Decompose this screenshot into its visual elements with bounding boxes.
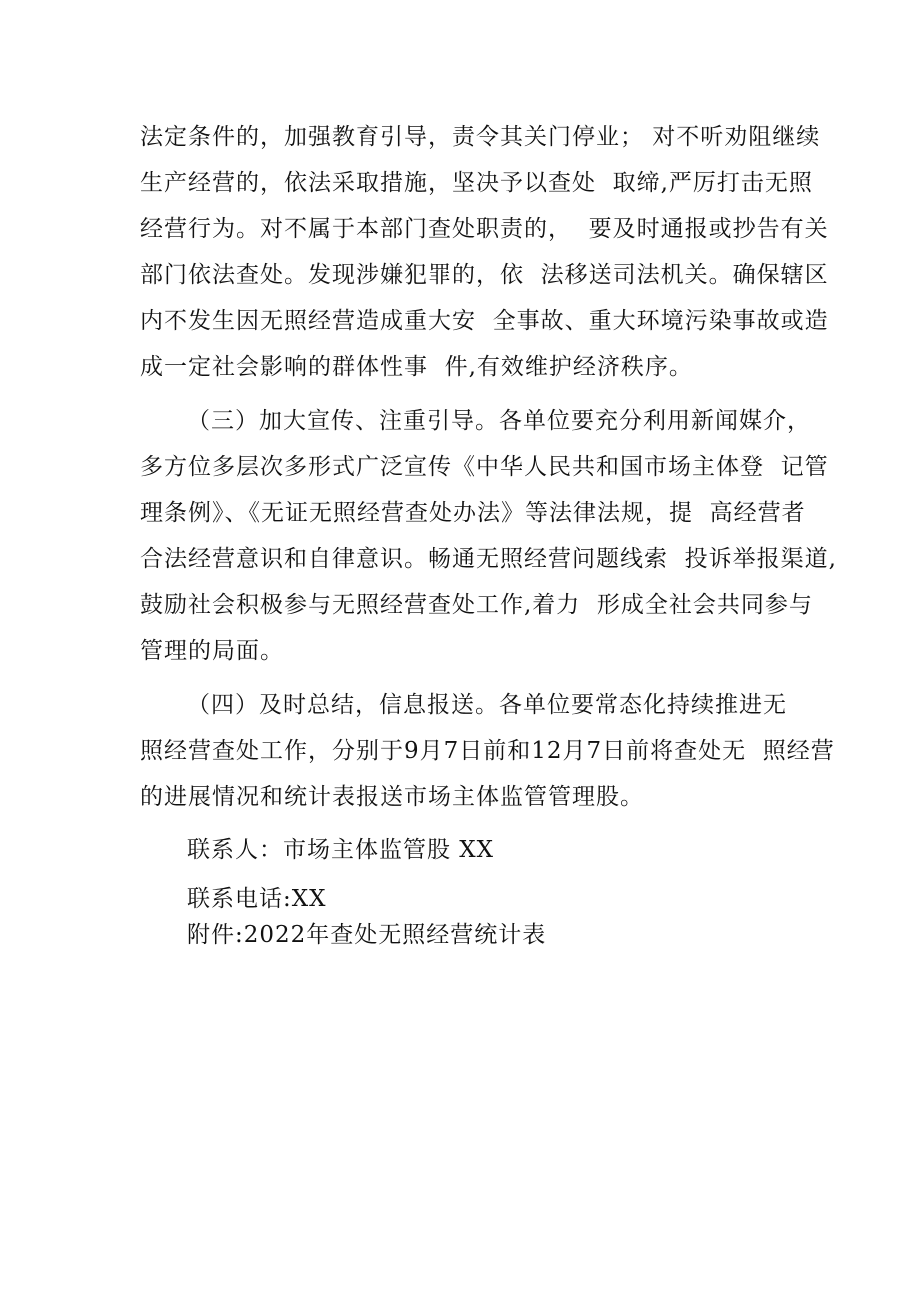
text-line: 成一定社会影响的群体性事 件,有效维护经济秩序。 <box>140 354 693 380</box>
text-line: 鼓励社会积极参与无照经营查处工作,着力 形成全社会共同参与 <box>140 592 813 618</box>
text-line: 多方位多层次多形式广泛宣传《中华人民共和国市场主体登 记管 <box>140 454 829 480</box>
text-line: 理条例》、《无证无照经营查处办法》等法律法规，提 高经营者 <box>140 500 806 526</box>
attachment-note: 附件:2022年查处无照经营统计表 <box>187 922 547 948</box>
text-line: 法定条件的，加强教育引导，责令其关门停业； 对不听劝阻继续 <box>140 124 821 150</box>
text-line: 管理的局面。 <box>140 638 284 664</box>
contact-phone: 联系电话:XX <box>187 886 327 912</box>
text-line: 照经营查处工作，分别于9月7日前和12月7日前将查处无 照经营 <box>140 738 835 764</box>
text-line: 生产经营的，依法采取措施，坚决予以查处 取缔,严厉打击无照 <box>140 170 813 196</box>
text-line: （四）及时总结，信息报送。各单位要常态化持续推进无 <box>187 692 787 718</box>
text-line: 经营行为。对不属于本部门查处职责的， 要及时通报或抄告有关 <box>140 216 829 242</box>
text-line: （三）加大宣传、注重引导。各单位要充分利用新闻媒介， <box>187 408 811 434</box>
text-line: 内不发生因无照经营造成重大安 全事故、重大环境污染事故或造 <box>140 308 829 334</box>
text-line: 合法经营意识和自律意识。畅通无照经营问题线索 投诉举报渠道, <box>140 546 837 572</box>
text-line: 的进展情况和统计表报送市场主体监管管理股。 <box>140 784 644 810</box>
contact-person: 联系人：市场主体监管股 XX <box>187 837 495 863</box>
text-line: 部门依法查处。发现涉嫌犯罪的，依 法移送司法机关。确保辖区 <box>140 262 829 288</box>
